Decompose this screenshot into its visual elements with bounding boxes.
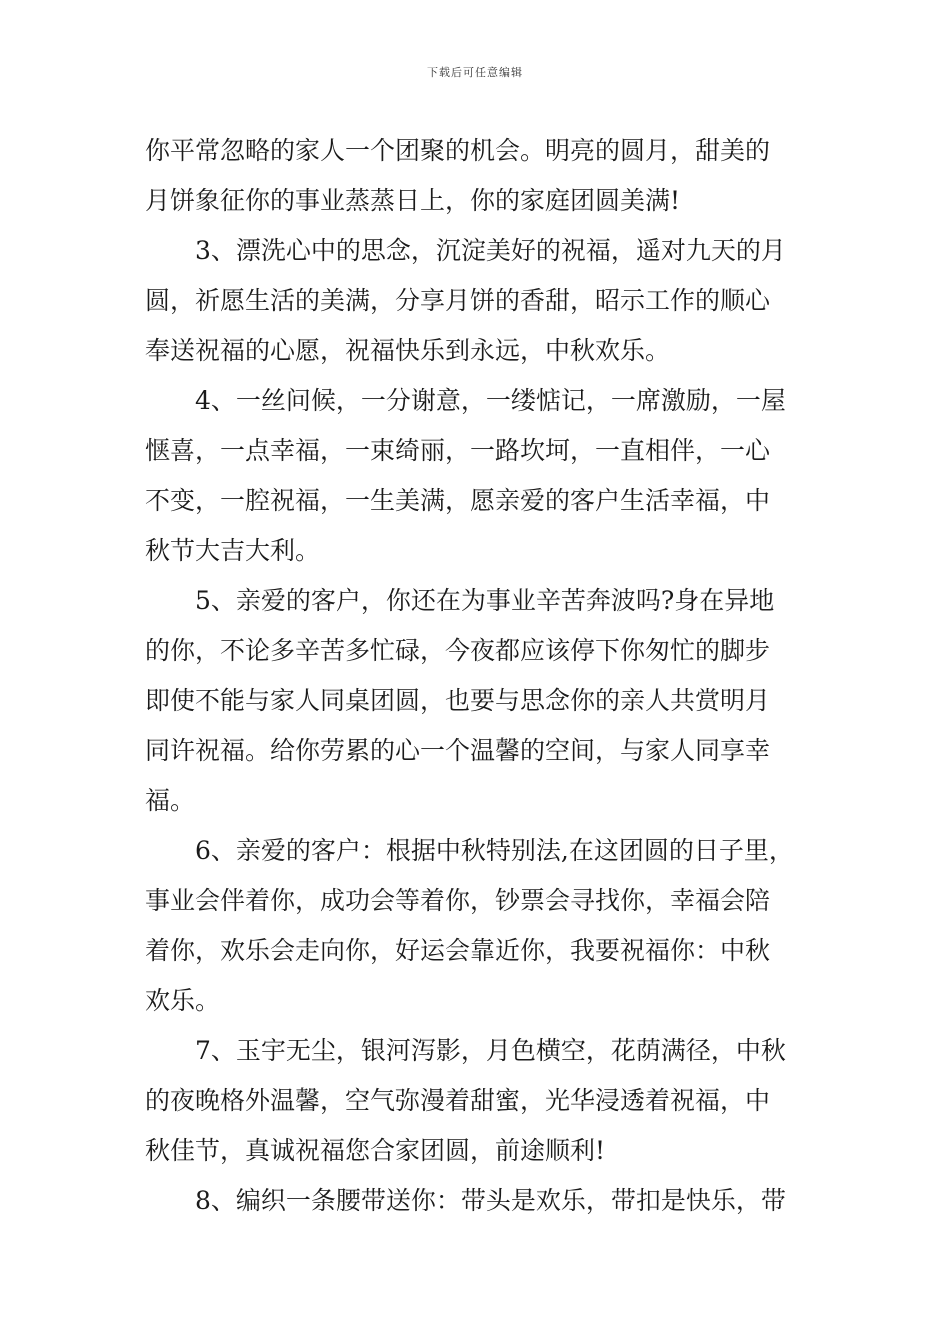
text-line: 同许祝福。给你劳累的心一个温馨的空间，与家人同享幸 — [145, 736, 771, 765]
text-line: 4、一丝问候，一分谢意，一缕惦记，一席激励，一屋 — [195, 386, 786, 415]
text-line: 不变，一腔祝福，一生美满，愿亲爱的客户生活幸福，中 — [145, 486, 771, 515]
text-line: 8、编织一条腰带送你：带头是欢乐，带扣是快乐，带 — [195, 1186, 786, 1215]
text-line: 秋佳节，真诚祝福您合家团圆，前途顺利! — [145, 1136, 606, 1165]
text-line: 你平常忽略的家人一个团聚的机会。明亮的圆月，甜美的 — [145, 136, 771, 165]
body-text — [145, 126, 810, 1226]
text-line: 事业会伴着你，成功会等着你，钞票会寻找你，幸福会陪 — [145, 886, 771, 915]
text-line: 欢乐。 — [145, 986, 221, 1015]
text-line: 福。 — [145, 786, 196, 815]
text-line: 6、亲爱的客户：根据中秋特别法,在这团圆的日子里， — [195, 836, 794, 865]
text-line: 圆，祈愿生活的美满，分享月饼的香甜，昭示工作的顺心 — [145, 286, 771, 315]
text-line: 月饼象征你的事业蒸蒸日上，你的家庭团圆美满! — [145, 186, 681, 215]
text-line: 即使不能与家人同桌团圆，也要与思念你的亲人共赏明月 — [145, 686, 771, 715]
text-line: 惬喜，一点幸福，一束绮丽，一路坎坷，一直相伴，一心 — [145, 436, 771, 465]
text-line: 秋节大吉大利。 — [145, 536, 321, 565]
text-line: 的夜晚格外温馨，空气弥漫着甜蜜，光华浸透着祝福，中 — [145, 1086, 771, 1115]
text-line: 3、漂洗心中的思念，沉淀美好的祝福，遥对九天的月 — [195, 236, 786, 265]
text-line: 7、玉宇无尘，银河泻影，月色横空，花荫满径，中秋 — [195, 1036, 786, 1065]
text-line: 着你，欢乐会走向你，好运会靠近你，我要祝福你：中秋 — [145, 936, 771, 965]
text-line: 的你，不论多辛苦多忙碌，今夜都应该停下你匆忙的脚步 — [145, 636, 771, 665]
page-header: 下载后可任意编辑 — [427, 66, 523, 79]
text-line: 奉送祝福的心愿，祝福快乐到永远，中秋欢乐。 — [145, 336, 671, 365]
text-line: 5、亲爱的客户，你还在为事业辛苦奔波吗?身在异地 — [195, 586, 775, 615]
